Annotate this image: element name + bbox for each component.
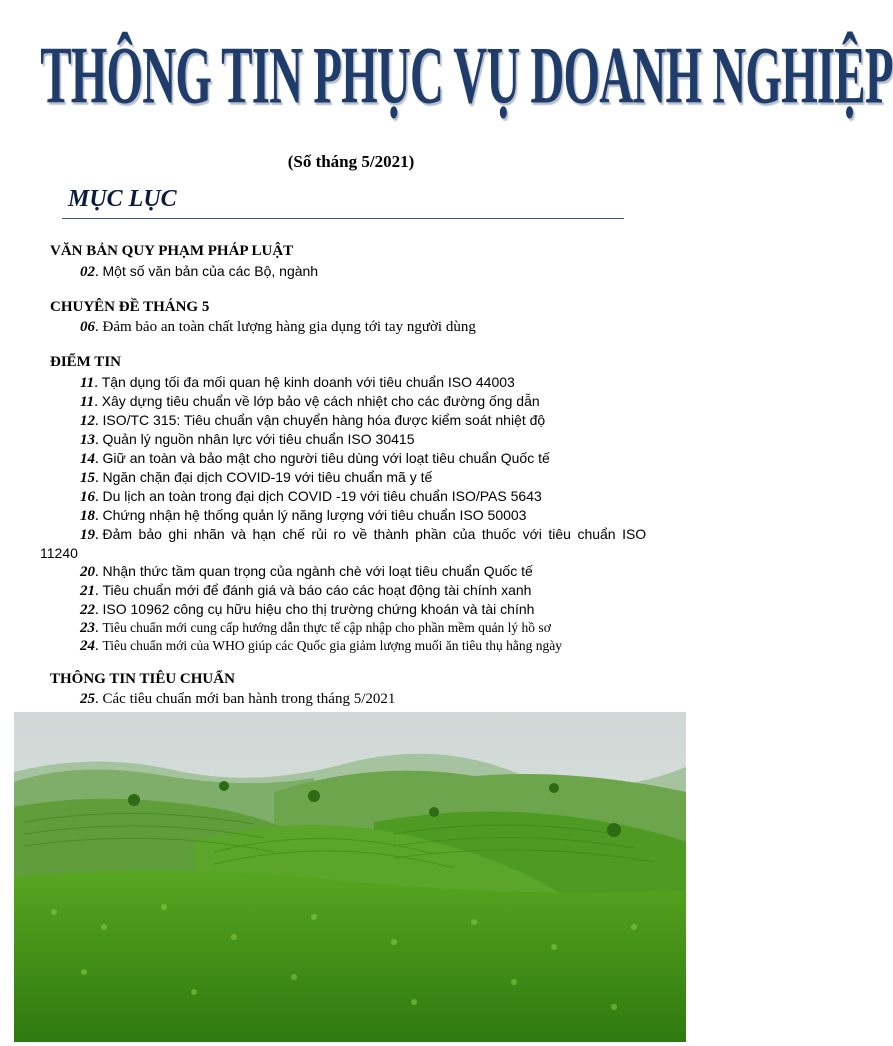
toc-section-news bbox=[40, 353, 690, 655]
entry-text: Xây dựng tiêu chuẩn về lớp bảo vệ cách nhiệt cho các đường ống dẫn bbox=[101, 393, 540, 409]
landscape-illustration bbox=[14, 712, 686, 1042]
toc-heading: MỤC LỤC bbox=[68, 186, 177, 212]
entry-page-number: 15 bbox=[80, 470, 95, 486]
toc-entry[interactable]: 06. Đảm bảo an toàn chất lượng hàng gia dụng tới tay người dùng bbox=[80, 319, 476, 335]
toc-section-legal bbox=[50, 242, 690, 281]
toc-entry[interactable]: 20. Nhận thức tầm quan trọng của ngành chè với loạt tiêu chuẩn Quốc tế bbox=[80, 563, 533, 580]
entry-text: Quản lý nguồn nhân lực với tiêu chuẩn ISO 30415 bbox=[102, 431, 415, 447]
section-title: ĐIỂM TIN bbox=[50, 354, 121, 370]
entry-page-number: 25 bbox=[80, 691, 95, 707]
toc-entry[interactable]: 19. Đảm bảo ghi nhãn và hạn chế rủi ro về thành phần của thuốc với tiêu chuẩn ISO 11240 bbox=[50, 525, 690, 562]
toc-entry[interactable]: 16. Du lịch an toàn trong đại dịch COVID -19 với tiêu chuẩn ISO/PAS 5643 bbox=[80, 488, 542, 505]
entry-page-number: 11 bbox=[80, 394, 95, 410]
toc-entry[interactable]: 15. Ngăn chặn đại dịch COVID-19 với tiêu chuẩn mã y tế bbox=[80, 469, 433, 486]
entry-page-number: 16 bbox=[80, 489, 95, 505]
entry-text: Nhận thức tầm quan trọng của ngành chè với loạt tiêu chuẩn Quốc tế bbox=[102, 563, 533, 579]
entry-page-number: 18 bbox=[80, 508, 95, 524]
toc-entry[interactable]: 11. Xây dựng tiêu chuẩn về lớp bảo vệ cách nhiệt cho các đường ống dẫn bbox=[80, 393, 540, 410]
toc-entry[interactable]: 22. ISO 10962 công cụ hữu hiệu cho thị trường chứng khoán và tài chính bbox=[80, 601, 535, 618]
entry-text: ISO 10962 công cụ hữu hiệu cho thị trường chứng khoán và tài chính bbox=[102, 601, 535, 617]
entry-page-number: 20 bbox=[80, 564, 95, 580]
entry-text: Ngăn chặn đại dịch COVID-19 với tiêu chuẩn mã y tế bbox=[102, 469, 433, 485]
section-title: THÔNG TIN TIÊU CHUẨN bbox=[50, 671, 235, 687]
entry-text: Tiêu chuẩn mới để đánh giá và báo cáo các hoạt động tài chính xanh bbox=[102, 582, 532, 598]
entry-text: Đảm bảo an toàn chất lượng hàng gia dụng tới tay người dùng bbox=[102, 319, 476, 335]
entry-page-number: 14 bbox=[80, 451, 95, 467]
entry-page-number: 11 bbox=[80, 375, 95, 391]
entry-text: Một số văn bản của các Bộ, ngành bbox=[102, 263, 319, 279]
entry-page-number: 02 bbox=[80, 264, 95, 280]
entry-page-number: 22 bbox=[80, 602, 95, 618]
entry-text: Tận dụng tối đa mối quan hệ kinh doanh với tiêu chuẩn ISO 44003 bbox=[101, 374, 515, 390]
entry-text: Du lịch an toàn trong đại dịch COVID -19 với tiêu chuẩn ISO/PAS 5643 bbox=[102, 488, 542, 504]
entry-page-number: 21 bbox=[80, 583, 95, 599]
section-title: VĂN BẢN QUY PHẠM PHÁP LUẬT bbox=[50, 243, 294, 259]
issue-label: (Số tháng 5/2021) bbox=[287, 152, 415, 171]
entry-page-number: 06 bbox=[80, 319, 95, 335]
toc-entry[interactable]: 12. ISO/TC 315: Tiêu chuẩn vận chuyển hàng hóa được kiểm soát nhiệt độ bbox=[80, 412, 546, 429]
entry-text: Giữ an toàn và bảo mật cho người tiêu dùng với loạt tiêu chuẩn Quốc tế bbox=[102, 450, 550, 466]
toc-section-standards bbox=[50, 670, 690, 708]
toc-entry[interactable]: 23. Tiêu chuẩn mới cung cấp hướng dẫn thực tế cập nhập cho phần mềm quản lý hồ sơ bbox=[80, 620, 551, 636]
toc-entry[interactable]: 14. Giữ an toàn và bảo mật cho người tiêu dùng với loạt tiêu chuẩn Quốc tế bbox=[80, 450, 550, 467]
toc-entry[interactable]: 18. Chứng nhận hệ thống quản lý năng lượng với tiêu chuẩn ISO 50003 bbox=[80, 507, 527, 524]
toc-entry[interactable]: 24. Tiêu chuẩn mới của WHO giúp các Quốc gia giảm lượng muối ăn tiêu thụ hằng ngày bbox=[80, 638, 563, 654]
toc-entry[interactable]: 21. Tiêu chuẩn mới để đánh giá và báo cáo các hoạt động tài chính xanh bbox=[80, 582, 532, 599]
section-title: CHUYÊN ĐỀ THÁNG 5 bbox=[50, 299, 210, 315]
entry-page-number: 23 bbox=[80, 620, 95, 636]
page-title: THÔNG TIN PHỤC VỤ DOANH NGHIỆP bbox=[40, 31, 893, 122]
tea-hills-photo bbox=[14, 712, 686, 1042]
entry-text: Các tiêu chuẩn mới ban hành trong tháng 5/2021 bbox=[102, 691, 396, 707]
toc-entry[interactable]: 02. Một số văn bản của các Bộ, ngành bbox=[80, 263, 319, 280]
toc-entry[interactable]: 13. Quản lý nguồn nhân lực với tiêu chuẩn ISO 30415 bbox=[80, 431, 415, 448]
entry-text-continued: 11240 bbox=[40, 545, 78, 561]
foreground-tea-bushes bbox=[14, 871, 686, 1042]
toc-entry[interactable]: 11. Tận dụng tối đa mối quan hệ kinh doanh với tiêu chuẩn ISO 44003 bbox=[80, 374, 515, 391]
entry-text: Chứng nhận hệ thống quản lý năng lượng với tiêu chuẩn ISO 50003 bbox=[102, 507, 527, 523]
toc-divider bbox=[62, 218, 624, 219]
toc-entry[interactable]: 25. Các tiêu chuẩn mới ban hành trong tháng 5/2021 bbox=[80, 691, 396, 707]
entry-page-number: 13 bbox=[80, 432, 95, 448]
entry-page-number: 12 bbox=[80, 413, 95, 429]
entry-page-number: 19 bbox=[80, 527, 95, 543]
entry-page-number: 24 bbox=[80, 638, 95, 654]
toc-section-topic bbox=[50, 298, 690, 336]
entry-text: Đảm bảo ghi nhãn và hạn chế rủi ro về thành phần của thuốc với tiêu chuẩn ISO bbox=[102, 526, 647, 542]
entry-text: Tiêu chuẩn mới cung cấp hướng dẫn thực tế cập nhập cho phần mềm quản lý hồ sơ bbox=[102, 620, 551, 635]
entry-text: Tiêu chuẩn mới của WHO giúp các Quốc gia giảm lượng muối ăn tiêu thụ hằng ngày bbox=[102, 638, 563, 653]
entry-text: ISO/TC 315: Tiêu chuẩn vận chuyển hàng hóa được kiểm soát nhiệt độ bbox=[102, 412, 546, 428]
